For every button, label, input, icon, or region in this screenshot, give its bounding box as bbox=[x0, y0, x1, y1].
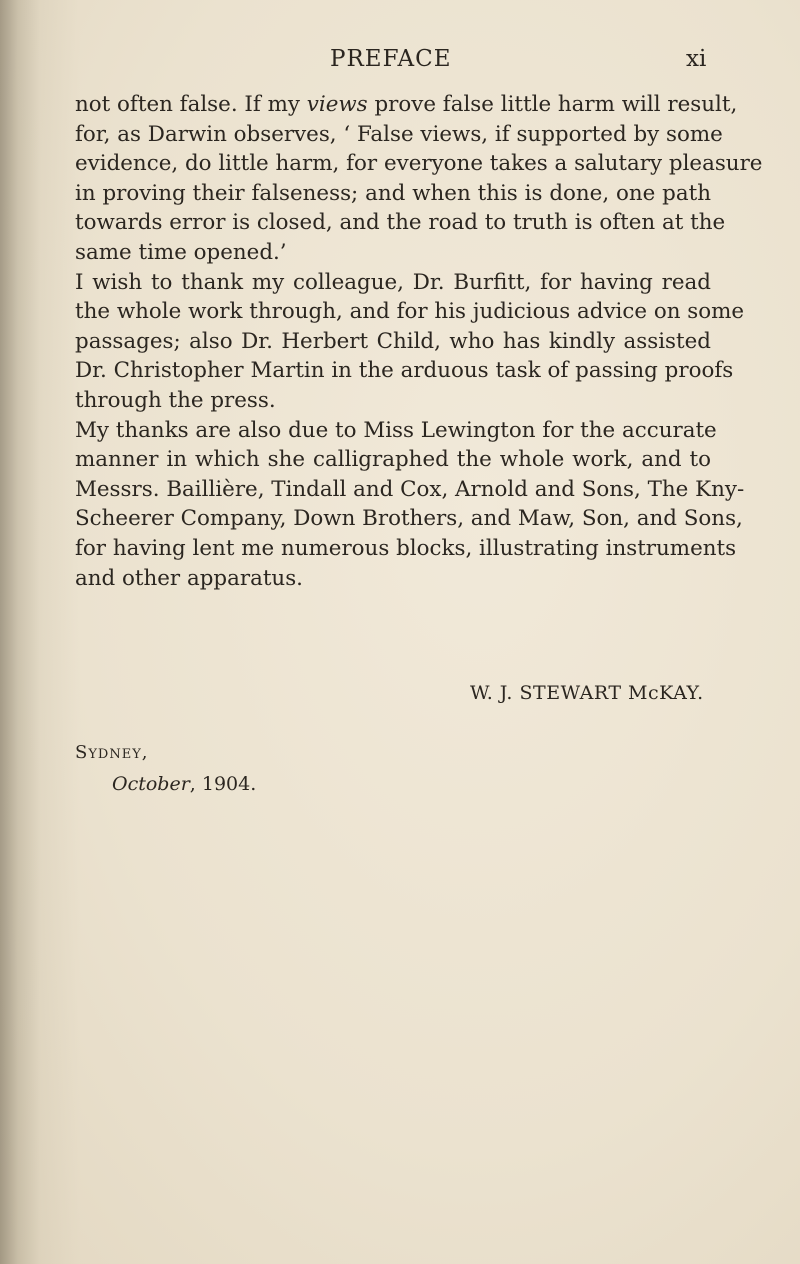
text-line bbox=[75, 475, 745, 505]
text-run: towards error is closed, and the road to truth is often at the bbox=[75, 210, 726, 236]
date-line bbox=[112, 773, 256, 795]
text-line bbox=[75, 504, 743, 534]
text-line bbox=[75, 416, 717, 446]
text-run: Scheerer Company, Down Brothers, and Maw, Son, and Sons, bbox=[75, 506, 743, 532]
date-month: October bbox=[112, 773, 190, 795]
paragraph bbox=[75, 416, 745, 594]
text-line bbox=[75, 564, 711, 594]
text-line bbox=[75, 208, 726, 238]
text-run: prove false little harm will result, bbox=[367, 92, 738, 117]
text-line bbox=[75, 120, 723, 150]
text-line bbox=[75, 327, 711, 357]
text-run: the whole work through, and for his judicious advice on some bbox=[75, 299, 745, 325]
paragraph bbox=[75, 268, 745, 416]
text-line bbox=[75, 149, 763, 179]
text-run: not often false. If my bbox=[75, 92, 307, 117]
text-line bbox=[75, 297, 745, 327]
text-run: I wish to thank my colleague, Dr. Burfitt, for having read bbox=[75, 269, 711, 295]
page-number: xi bbox=[686, 46, 707, 72]
text-run: in proving their falseness; and when this is done, one path bbox=[75, 180, 711, 206]
text-line bbox=[75, 534, 737, 564]
text-line bbox=[75, 179, 711, 209]
text-line bbox=[75, 386, 711, 416]
text-run: Messrs. Baillière, Tindall and Cox, Arnold and Sons, The Kny- bbox=[75, 476, 745, 502]
text-run: Dr. Christopher Martin in the arduous task of passing proofs bbox=[75, 358, 734, 384]
text-run: same time opened.’ bbox=[75, 239, 287, 265]
text-run: for, as Darwin observes, ‘ False views, if supported by some bbox=[75, 121, 723, 147]
text-run: manner in which she calligraphed the whole work, and to bbox=[75, 447, 711, 473]
text-run: views bbox=[306, 92, 368, 117]
text-run: evidence, do little harm, for everyone takes a salutary pleasure bbox=[75, 151, 763, 177]
text-line bbox=[75, 445, 711, 475]
date-year: , 1904. bbox=[189, 773, 257, 795]
text-run: through the press. bbox=[75, 387, 276, 413]
text-line bbox=[75, 356, 734, 386]
text-run: My thanks are also due to Miss Lewington for the accurate bbox=[75, 417, 717, 443]
place-line: Sydney, bbox=[75, 742, 149, 763]
running-title: PREFACE bbox=[330, 46, 452, 72]
paragraph bbox=[75, 90, 763, 268]
text-run: and other apparatus. bbox=[75, 565, 303, 591]
running-head bbox=[0, 46, 800, 82]
text-run: for having lent me numerous blocks, illustrating instruments bbox=[75, 535, 737, 561]
text-line bbox=[75, 90, 738, 120]
author-signature: W. J. STEWART McKAY. bbox=[470, 682, 704, 704]
preface-body bbox=[75, 90, 763, 593]
text-line bbox=[75, 238, 711, 268]
text-line bbox=[75, 268, 711, 298]
text-run: passages; also Dr. Herbert Child, who has kindly assisted bbox=[75, 328, 711, 354]
